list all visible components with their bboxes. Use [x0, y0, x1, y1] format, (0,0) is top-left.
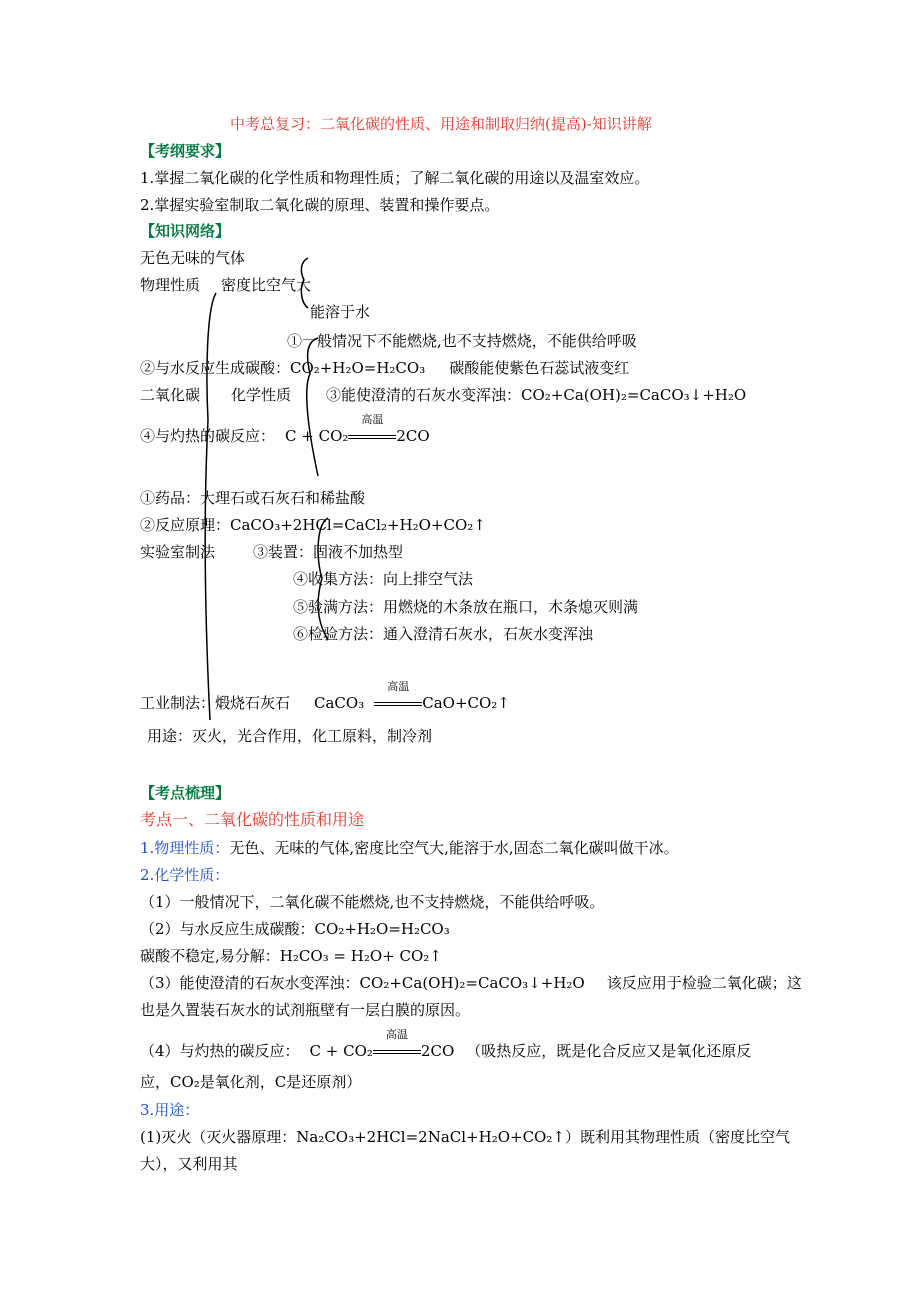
- uses-network: 用途：灭火，光合作用，化工原料，制冷剂: [147, 727, 433, 745]
- co2-label: 二氧化碳: [140, 386, 201, 404]
- network-heading: 【知识网络】: [140, 222, 231, 240]
- c4-line2: 应，CO₂是氧化剂，C是还原剂）: [140, 1073, 362, 1091]
- chem-3: ③能使澄清的石灰水变浑浊：CO₂+Ca(OH)₂=CaCO₃↓+H₂O: [326, 386, 747, 404]
- u1-line2: 大），又利用其: [140, 1155, 238, 1173]
- requirements-heading: 【考纲要求】: [140, 142, 231, 160]
- industrial: 工业制法：煅烧石灰石 CaCO₃ 高温 CaO+CO₂↑: [140, 680, 510, 712]
- c2: （2）与水反应生成碳酸：CO₂+H₂O=H₂CO₃: [140, 920, 450, 938]
- lab-3: ③装置：固液不加热型: [253, 543, 404, 561]
- chem-2: ②与水反应生成碳酸：CO₂+H₂O=H₂CO₃ 碳酸能使紫色石蕊试液变红: [140, 359, 630, 377]
- lab-label: 实验室制法: [140, 543, 216, 561]
- c1: （1）一般情况下，二氧化碳不能燃烧,也不支持燃烧，不能供给呼吸。: [140, 893, 605, 911]
- high-temp-equals: 高温: [348, 427, 396, 447]
- phys-1: 无色无味的气体: [140, 249, 246, 267]
- c3-line2: 也是久置装石灰水的试剂瓶壁有一层白膜的原因。: [140, 1001, 471, 1019]
- phys-label: 物理性质: [140, 276, 201, 294]
- u1: (1)灭火（灭火器原理：Na₂CO₃+2HCl=2NaCl+H₂O+CO₂↑）既利用其物理性质（密度比空气: [140, 1128, 790, 1146]
- c2-line2: 碳酸不稳定,易分解：H₂CO₃ = H₂O+ CO₂↑: [140, 947, 442, 965]
- lab-5: ⑤验满方法：用燃烧的木条放在瓶口，木条熄灭则满: [293, 598, 639, 616]
- requirement-2: 2.掌握实验室制取二氧化碳的原理、装置和操作要点。: [140, 196, 500, 214]
- points-heading: 【考点梳理】: [140, 784, 231, 802]
- requirement-1: 1.掌握二氧化碳的化学性质和物理性质；了解二氧化碳的用途以及温室效应。: [140, 169, 650, 187]
- high-temp-equals: 高温: [374, 694, 422, 714]
- phys-3: 能溶于水: [310, 303, 371, 321]
- lab-2: ②反应原理：CaCO₃+2HCl=CaCl₂+H₂O+CO₂↑: [140, 516, 486, 534]
- phys-2: 密度比空气大: [221, 276, 312, 294]
- section-1: 考点一、二氧化碳的性质和用途: [140, 810, 365, 829]
- c4: （4）与灼热的碳反应： C + CO₂ 高温 2CO （吸热反应，既是化合反应又是氧化还原反: [140, 1028, 752, 1060]
- lab-6: ⑥检验方法：通入澄清石灰水，石灰水变浑浊: [293, 625, 594, 643]
- chem-4: ④与灼热的碳反应： C + CO₂ 高温 2CO: [140, 413, 430, 445]
- high-temp-equals: 高温: [373, 1042, 421, 1062]
- c3: （3）能使澄清的石灰水变浑浊：CO₂+Ca(OH)₂=CaCO₃↓+H₂O 该反应用于检验二氧化碳；这: [140, 974, 802, 992]
- page-title: 中考总复习：二氧化碳的性质、用途和制取归纳(提高)-知识讲解: [230, 115, 652, 133]
- phys-text: 1.物理性质：无色、无味的气体,密度比空气大,能溶于水,固态二氧化碳叫做干冰。: [140, 839, 679, 857]
- lab-1: ①药品：大理石或石灰石和稀盐酸: [140, 489, 366, 507]
- chem-1: ①一般情况下不能燃烧,也不支持燃烧，不能供给呼吸: [287, 332, 637, 350]
- chem-head: 2.化学性质：: [140, 866, 230, 884]
- chem-label: 化学性质: [231, 386, 292, 404]
- lab-4: ④收集方法：向上排空气法: [293, 570, 474, 588]
- uses-head: 3.用途：: [140, 1101, 200, 1119]
